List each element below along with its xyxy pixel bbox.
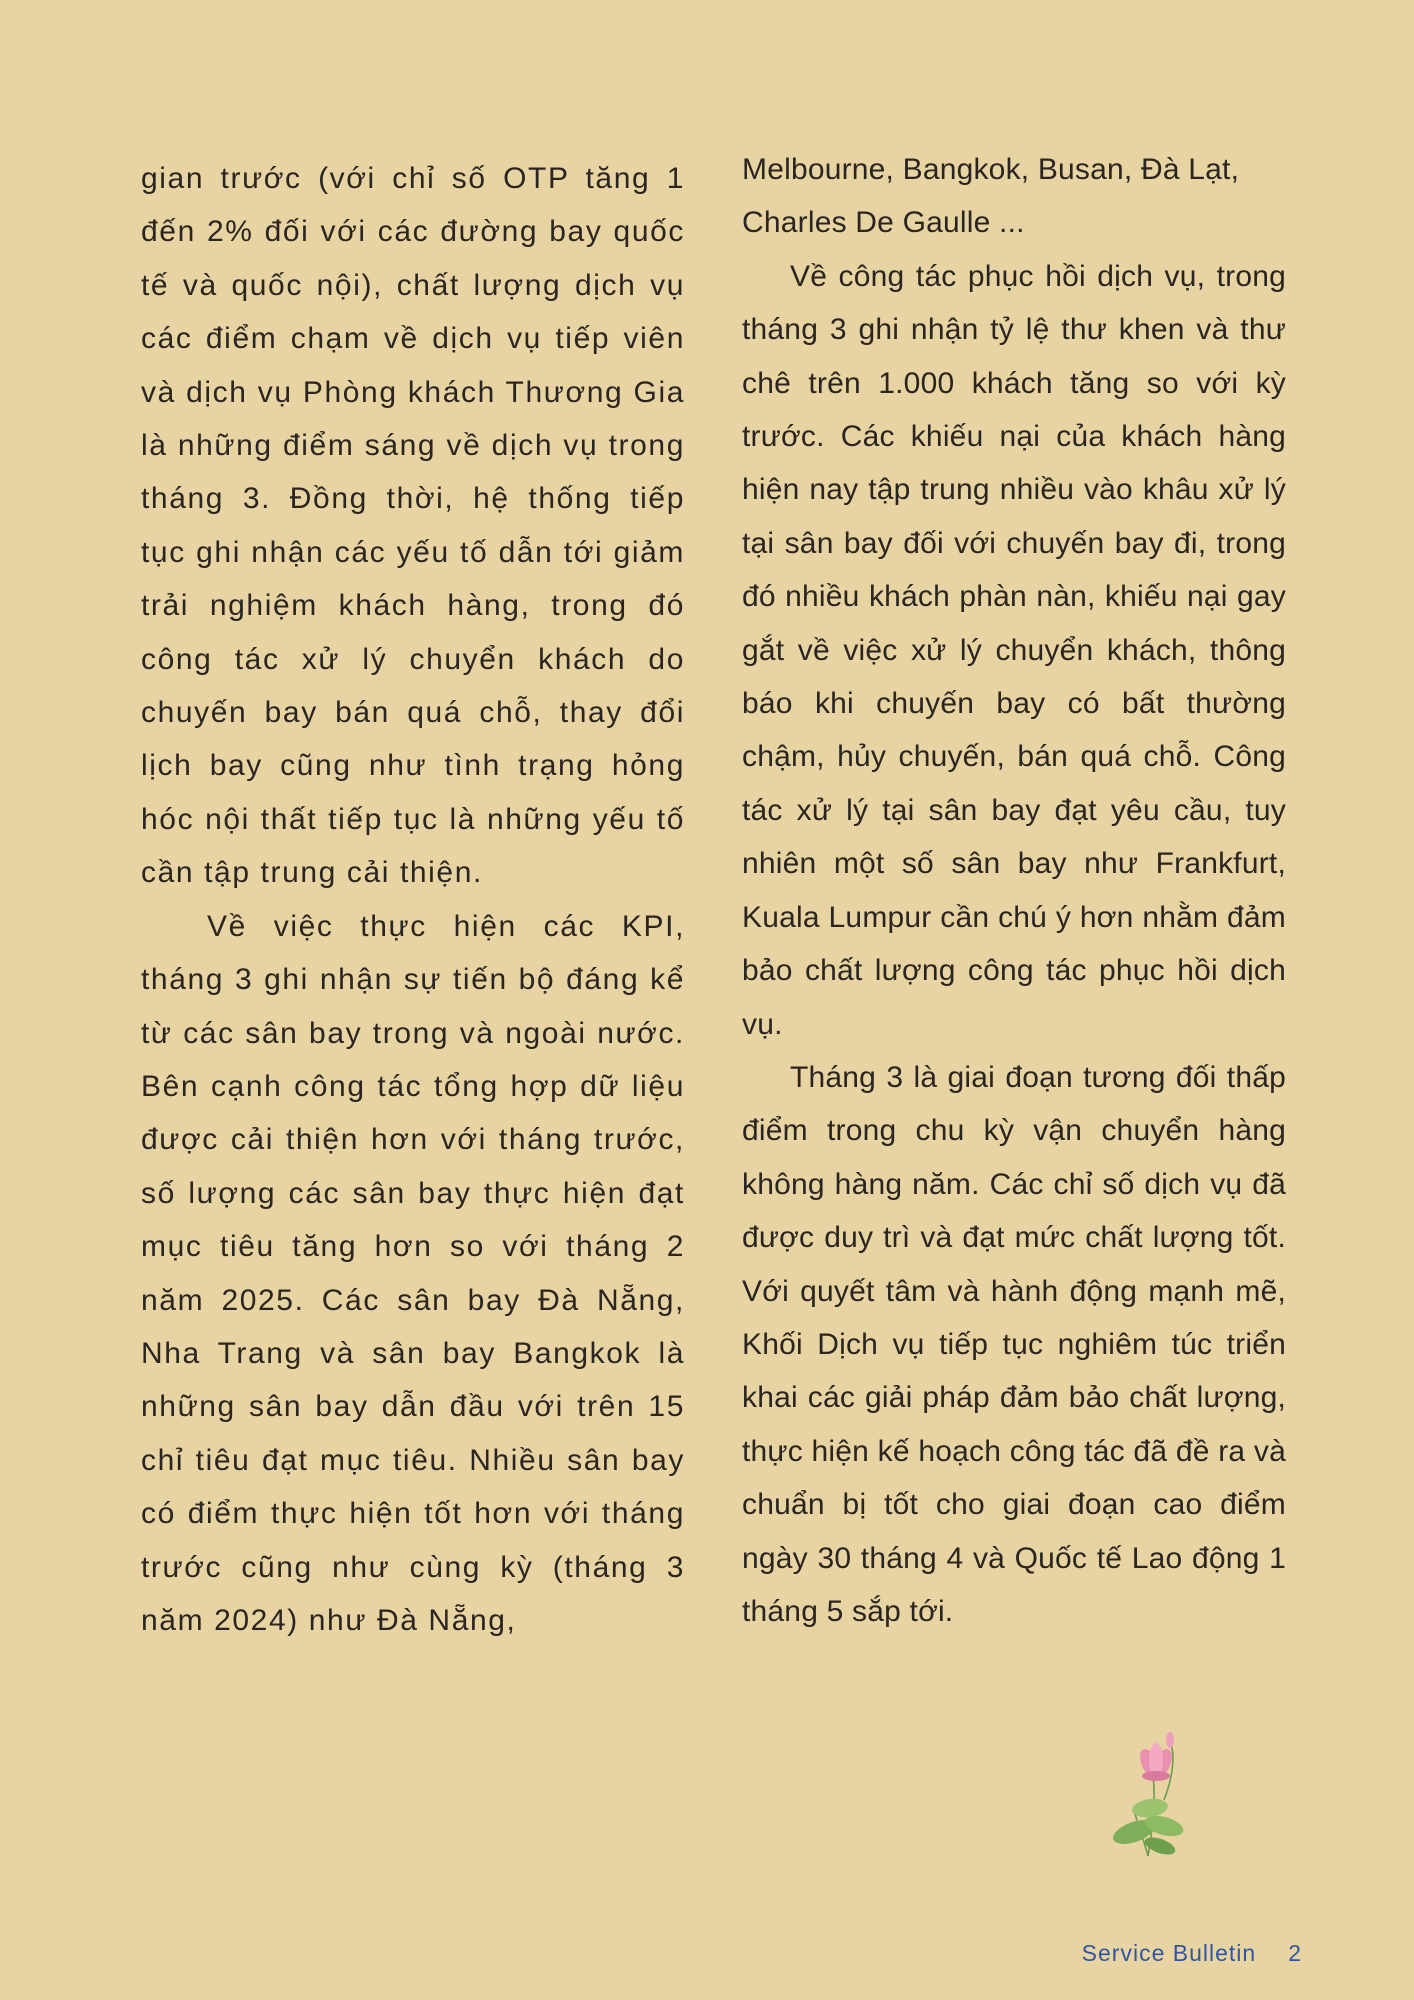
right-paragraph-3: Tháng 3 là giai đoạn tương đối thấp điểm trong chu kỳ vận chuyển hàng không hàng năm. Các chỉ số dịch vụ đã được duy trì và đạt mức chất lượng tốt. Với quyết tâm và hành động mạnh mẽ, Khối Dịch vụ tiếp tục nghiêm túc triển khai các giải pháp đảm bảo chất lượng, thực hiện kế hoạch công tác đã đề ra và chuẩn bị tốt cho giai đoạn cao điểm ngày 30 tháng 4 và Quốc tế Lao động 1 tháng 5 sắp tới. <box>742 1060 1286 1628</box>
footer-title: Service Bulletin <box>1081 1940 1257 1966</box>
left-paragraph-2: Về việc thực hiện các KPI, tháng 3 ghi nhận sự tiến bộ đáng kể từ các sân bay trong và ngoài nước. Bên cạnh công tác tổng hợp dữ liệu được cải thiện hơn với tháng trước, số lượng các sân bay thực hiện đạt mục tiêu tăng hơn so với tháng 2 năm 2025. Các sân bay Đà Nẵng, Nha Trang và sân bay Bangkok là những sân bay dẫn đầu với trên 15 chỉ tiêu đạt mục tiêu. Nhiều sân bay có điểm thực hiện tốt hơn với tháng trước cũng như cùng kỳ (tháng 3 năm 2024) như Đà Nẵng, <box>141 909 685 1637</box>
lotus-bud <box>1166 1732 1174 1748</box>
right-paragraph-2: Về công tác phục hồi dịch vụ, trong tháng 3 ghi nhận tỷ lệ thư khen và thư chê trên 1.000 khách tăng so với kỳ trước. Các khiếu nại của khách hàng hiện nay tập trung nhiều vào khâu xử lý tại sân bay đối với chuyến bay đi, trong đó nhiều khách phàn nàn, khiếu nại gay gắt về việc xử lý chuyển khách, thông báo khi chuyến bay có bất thường chậm, hủy chuyến, bán quá chỗ. Công tác xử lý tại sân bay đạt yêu cầu, tuy nhiên một số sân bay như Frankfurt, Kuala Lumpur cần chú ý hơn nhằm đảm bảo chất lượng công tác phục hồi dịch vụ. <box>742 259 1286 1041</box>
page-footer <box>1082 1940 1302 1967</box>
page-number: 2 <box>1288 1940 1302 1966</box>
right-column <box>742 143 1286 1638</box>
lotus-illustration <box>1104 1730 1194 1858</box>
left-column <box>141 152 685 1647</box>
right-paragraph-1: Melbourne, Bangkok, Busan, Đà Lạt, Charles De Gaulle ... <box>742 153 1240 240</box>
lotus-leaves <box>1110 1797 1186 1858</box>
lotus-flower <box>1136 1743 1176 1782</box>
left-paragraph-1: gian trước (với chỉ số OTP tăng 1 đến 2% đối với các đường bay quốc tế và quốc nội), chất lượng dịch vụ các điểm chạm về dịch vụ tiếp viên và dịch vụ Phòng khách Thương Gia là những điểm sáng về dịch vụ trong tháng 3. Đồng thời, hệ thống tiếp tục ghi nhận các yếu tố dẫn tới giảm trải nghiệm khách hàng, trong đó công tác xử lý chuyển khách do chuyến bay bán quá chỗ, thay đổi lịch bay cũng như tình trạng hỏng hóc nội thất tiếp tục là những yếu tố cần tập trung cải thiện. <box>141 162 685 890</box>
